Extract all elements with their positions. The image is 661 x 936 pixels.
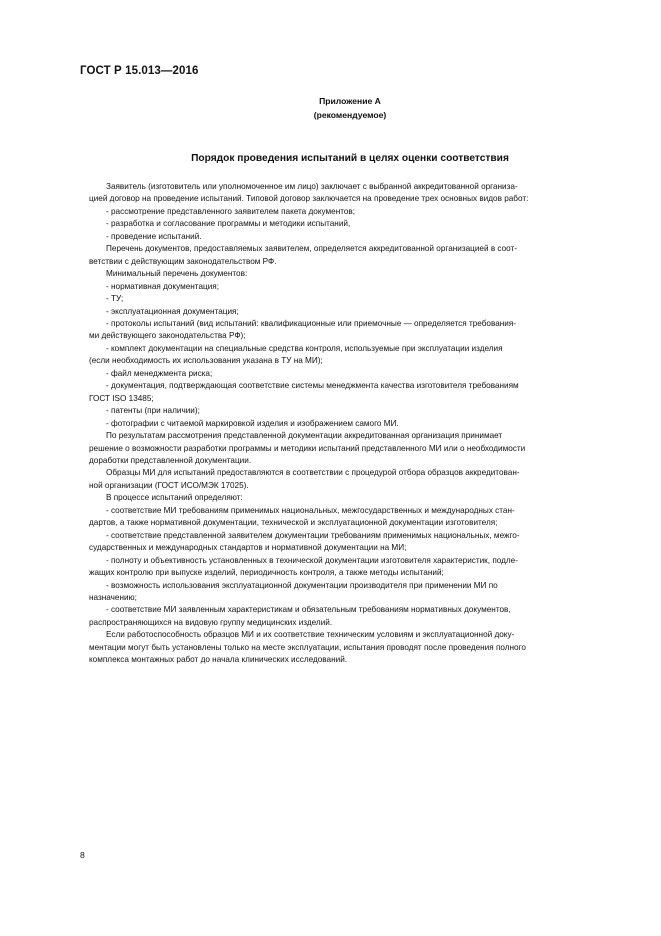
- body-line: Заявитель (изготовитель или уполномоченное им лицо) заключает с выбранной аккредитованной организа-: [106, 182, 518, 191]
- list-item: - ТУ;: [106, 294, 124, 304]
- body-line: ми действующего законодательства РФ);: [89, 331, 246, 341]
- body-line: распространяющихся на видовую группу медицинских изделий.: [89, 617, 333, 627]
- body-text: [89, 181, 616, 667]
- list-item: - возможность использования эксплуатационной документации производителя при применении МИ по: [106, 580, 498, 590]
- list-item: - проведение испытаний.: [106, 231, 202, 241]
- body-line: ГОСТ ISO 13485;: [89, 393, 154, 403]
- list-item: - нормативная документация;: [106, 281, 219, 291]
- body-line: Образцы МИ для испытаний предоставляются в соответствии с процедурой отбора образцов аккредитован-: [106, 468, 520, 478]
- page-number: 8: [80, 850, 85, 860]
- body-line: цией договор на проведение испытаний. Типовой договор заключается на проведение трех основных видов работ:: [89, 194, 529, 204]
- list-item: - полноту и объективность установленных в технической документации изготовителя характеристик, подле-: [106, 555, 518, 565]
- list-item: - комплект документации на специальные средства контроля, используемые при эксплуатации изделия: [106, 343, 503, 353]
- standard-header: ГОСТ Р 15.013—2016: [80, 65, 199, 77]
- list-item: - соответствие представленной заявителем документации требованиям применимых национальных, межго-: [106, 530, 520, 540]
- body-line: ветствии с действующим законодательством РФ.: [89, 256, 277, 266]
- annex-title: Приложение А: [319, 96, 381, 106]
- list-item: - протоколы испытаний (вид испытаний: квалификационные или приемочные — определяется требования-: [106, 318, 517, 328]
- section-title: Порядок проведения испытаний в целях оценки соответствия: [191, 153, 509, 164]
- body-line: ной организации (ГОСТ ИСО/МЭК 17025).: [89, 480, 249, 490]
- body-line: По результатам рассмотрения представленной документации аккредитованная организация принимает: [106, 431, 503, 441]
- list-item: - соответствие МИ заявленным характеристикам и обязательным требованиям нормативных документов,: [106, 605, 511, 615]
- body-line: комплекса монтажных работ до начала клинических исследований.: [89, 655, 348, 665]
- list-item: - фотографии с читаемой маркировкой изделия и изображением самого МИ.: [106, 418, 399, 428]
- annex-status: (рекомендуемое): [313, 110, 387, 120]
- list-item: - документация, подтверждающая соответствие системы менеджмента качества изготовителя требованиям: [106, 381, 519, 391]
- body-line: (если необходимость их использования указана в ТУ на МИ);: [89, 356, 323, 366]
- body-line: Перечень документов, предоставляемых заявителем, определяется аккредитованной организацией в соот-: [106, 244, 518, 254]
- body-line: Минимальный перечень документов:: [106, 269, 248, 279]
- body-line: Если работоспособность образцов МИ и их соответствие техническим условиям и эксплуатационной доку-: [106, 630, 515, 640]
- list-item: - разработка и согласование программы и методики испытаний,: [106, 219, 351, 229]
- body-line: дартов, а также нормативной документации, технической и эксплуатационной документации изготовителя;: [89, 518, 498, 528]
- body-line: назначению;: [89, 592, 137, 602]
- list-item: - соответствие МИ требованиям применимых национальных, межгосударственных и международных стан-: [106, 505, 515, 515]
- list-item: - рассмотрение представленного заявителем пакета документов;: [106, 206, 356, 216]
- body-line: жащих контролю при выпуске изделий, периодичность контроля, а также методы испытаний;: [89, 568, 444, 578]
- list-item: - патенты (при наличии);: [106, 406, 200, 416]
- body-line: В процессе испытаний определяют:: [106, 493, 243, 503]
- list-item: - эксплуатационная документация;: [106, 306, 239, 316]
- body-line: сударственных и международных стандартов и нормативной документации на МИ;: [89, 543, 407, 553]
- body-line: доработки представленной документации.: [89, 455, 252, 465]
- body-line: решение о возможности разработки программы и методики испытаний представленного МИ или о необходимости: [89, 443, 526, 453]
- list-item: - файл менеджмента риска;: [106, 368, 213, 378]
- body-line: ментации могут быть установлены только на месте эксплуатации, испытания проводят после проведения полного: [89, 642, 526, 652]
